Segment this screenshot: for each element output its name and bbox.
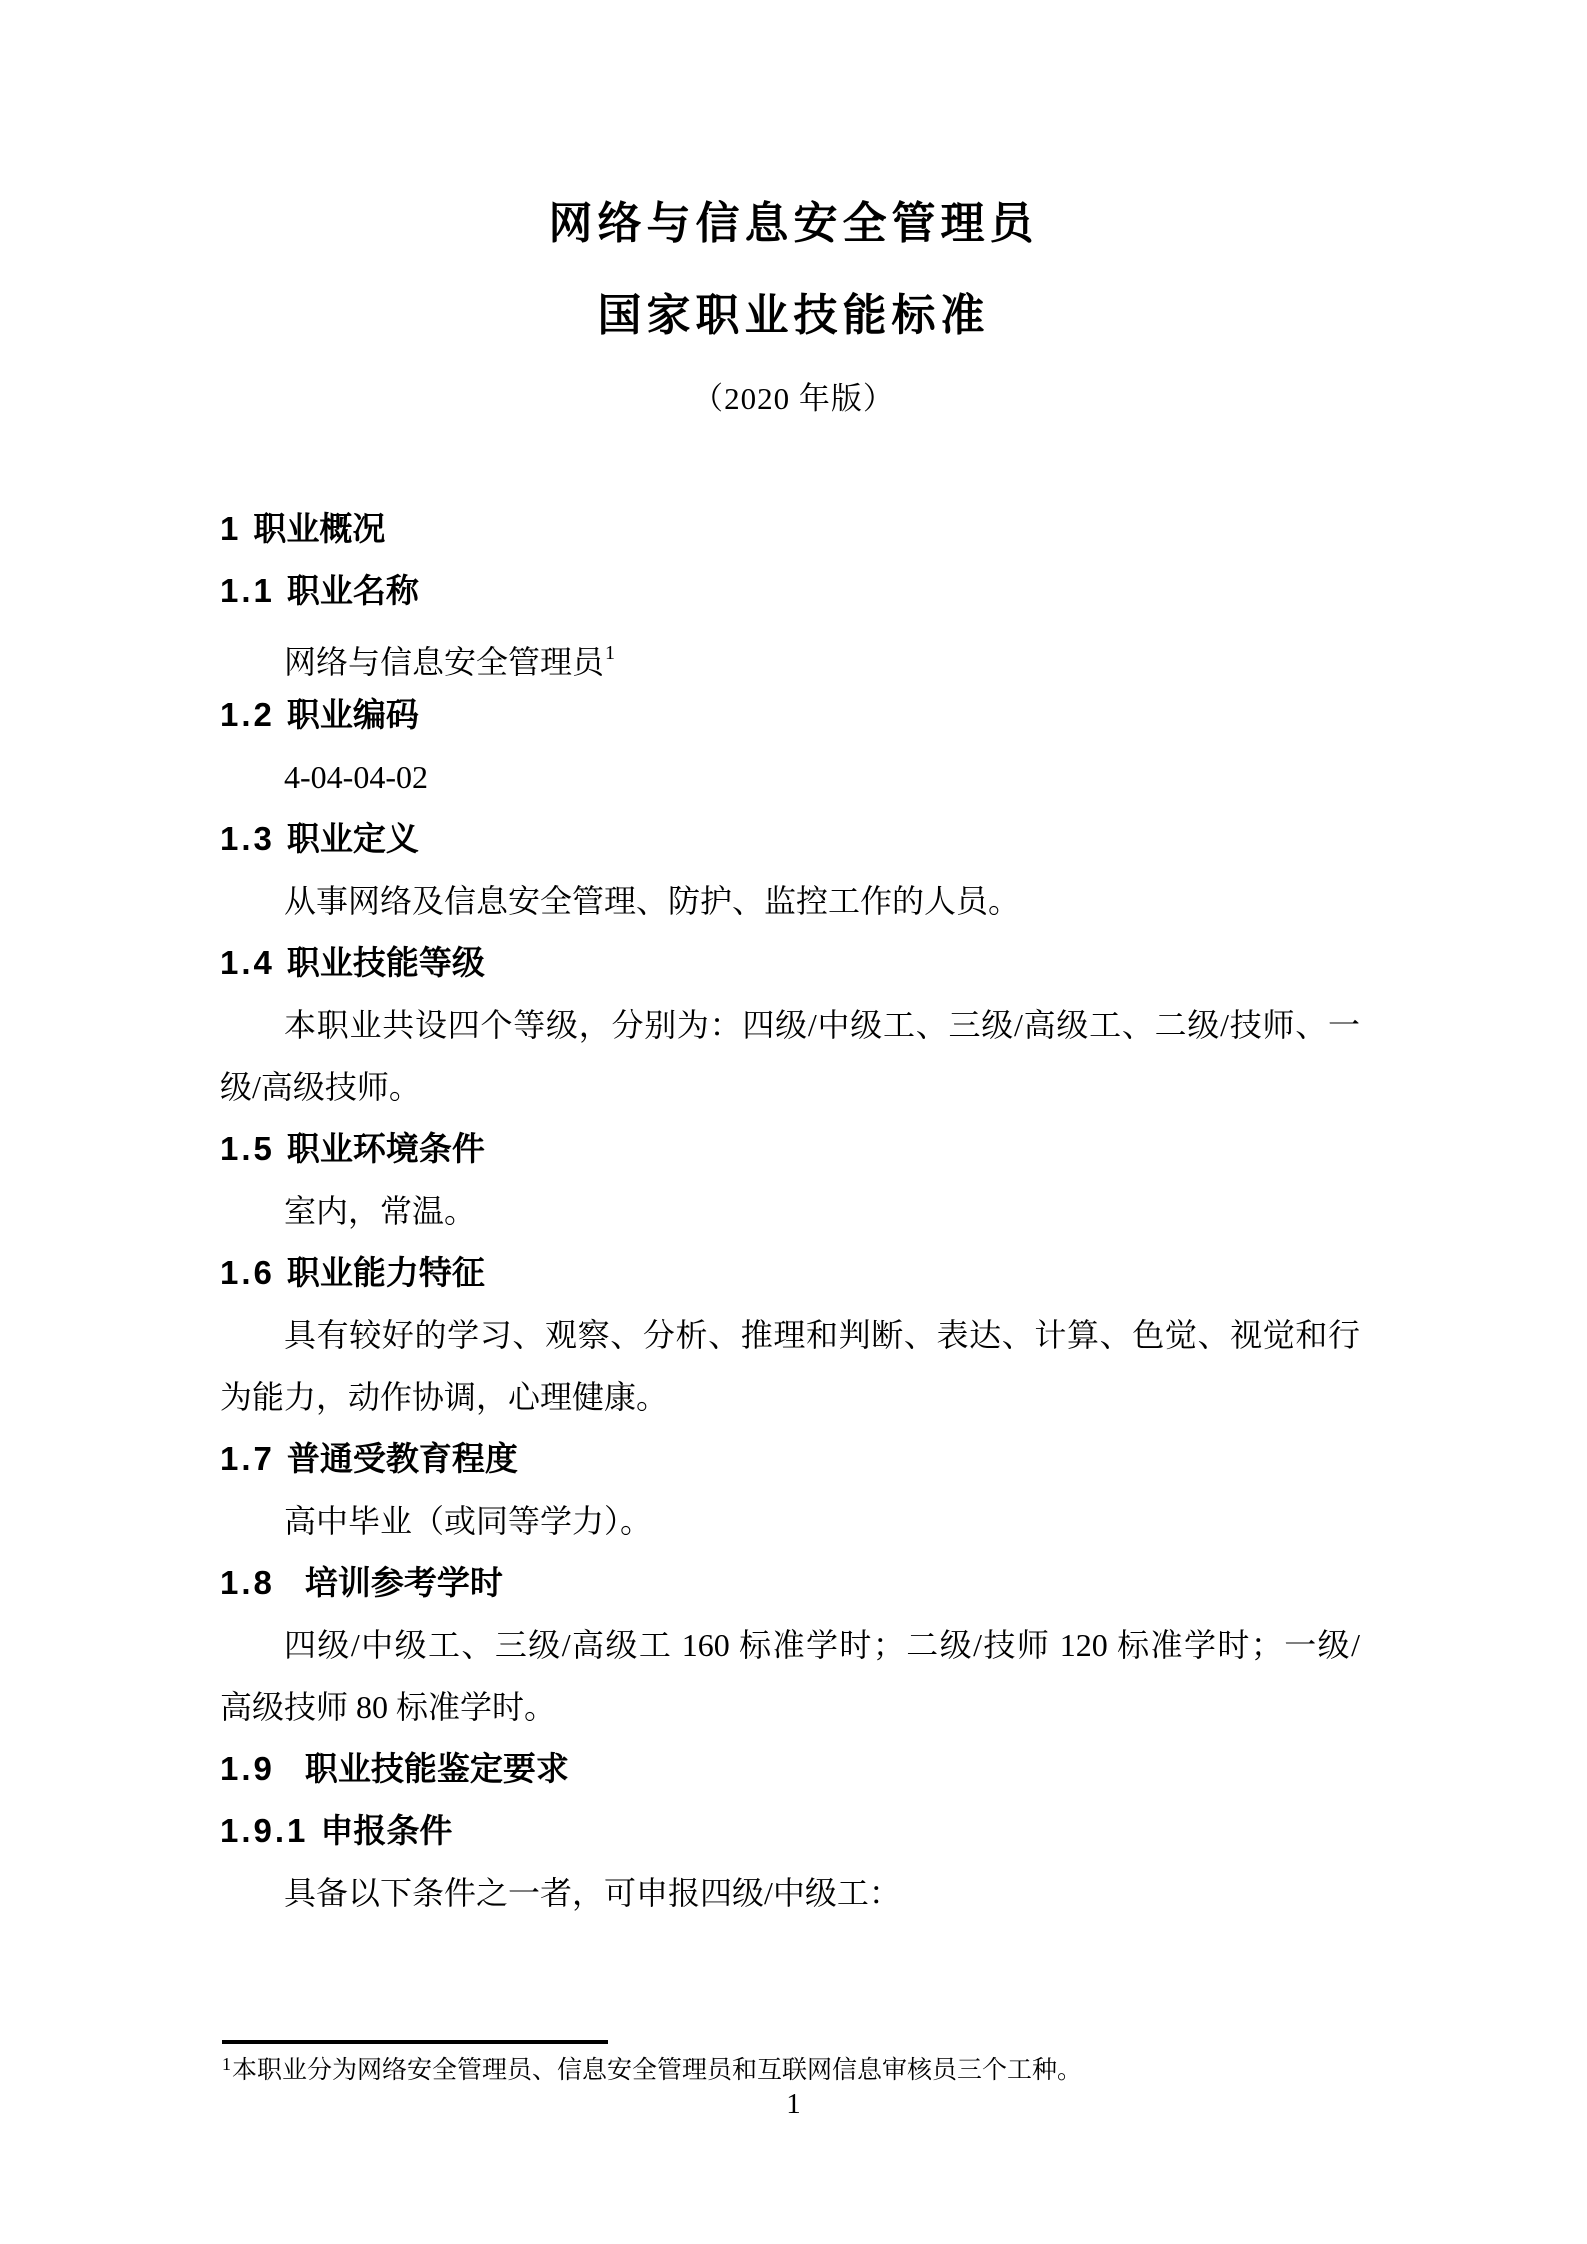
heading-1-6 <box>220 1242 485 1304</box>
paragraph-training-hours-line1: 四级/中级工、三级/高级工 160 标准学时；二级/技师 120 标准学时；一级/ <box>284 1627 1360 1663</box>
heading-number: 1.6 <box>220 1254 275 1291</box>
heading-number: 1.1 <box>220 572 275 609</box>
heading-1 <box>220 498 385 560</box>
paragraph-occupation-code: 4-04-04-02 <box>284 759 428 795</box>
heading-number: 1.2 <box>220 696 275 733</box>
paragraph-training-hours-line2: 高级技师 80 标准学时。 <box>220 1689 557 1725</box>
heading-number: 1 <box>220 510 242 547</box>
paragraph-ability-line1: 具有较好的学习、观察、分析、推理和判断、表达、计算、色觉、视觉和行 <box>284 1317 1360 1353</box>
footnote-separator <box>222 2040 608 2044</box>
heading-1-9-1 <box>220 1800 452 1862</box>
heading-1-3 <box>220 808 419 870</box>
paragraph-occupation-name <box>284 622 615 693</box>
heading-label: 职业环境条件 <box>286 1130 485 1167</box>
heading-number: 1.4 <box>220 944 275 981</box>
heading-label: 职业编码 <box>286 696 419 733</box>
footnote-reference: 1 <box>605 642 616 664</box>
heading-label: 职业技能鉴定要求 <box>304 1750 569 1787</box>
paragraph-text: 网络与信息安全管理员 <box>284 644 605 680</box>
heading-1-5 <box>220 1118 485 1180</box>
heading-label: 培训参考学时 <box>304 1564 503 1601</box>
heading-number: 1.9 <box>220 1750 275 1787</box>
heading-1-8 <box>220 1552 503 1614</box>
document-subtitle: （2020 年版） <box>692 381 895 416</box>
heading-1-1 <box>220 560 419 622</box>
heading-label: 职业概况 <box>253 510 386 547</box>
document-title-line1: 网络与信息安全管理员 <box>548 199 1039 248</box>
paragraph-skill-levels-line2: 级/高级技师。 <box>220 1069 421 1105</box>
footnote <box>222 2046 1082 2089</box>
footnote-text: 本职业分为网络安全管理员、信息安全管理员和互联网信息审核员三个工种。 <box>232 2057 1083 2084</box>
paragraph-work-environment: 室内，常温。 <box>284 1193 477 1229</box>
heading-label: 申报条件 <box>320 1812 453 1849</box>
heading-1-4 <box>220 932 485 994</box>
document-title-line2: 国家职业技能标准 <box>597 291 990 340</box>
paragraph-occupation-definition: 从事网络及信息安全管理、防护、监控工作的人员。 <box>284 883 1021 919</box>
heading-1-9 <box>220 1738 569 1800</box>
paragraph-education-level: 高中毕业（或同等学力）。 <box>284 1503 653 1539</box>
heading-label: 职业能力特征 <box>286 1254 485 1291</box>
heading-number: 1.7 <box>220 1440 275 1477</box>
heading-1-2 <box>220 684 419 746</box>
page-number: 1 <box>786 2088 801 2120</box>
heading-label: 普通受教育程度 <box>286 1440 518 1477</box>
heading-number: 1.3 <box>220 820 275 857</box>
heading-1-7 <box>220 1428 518 1490</box>
paragraph-application-conditions: 具备以下条件之一者，可申报四级/中级工： <box>284 1875 901 1911</box>
heading-number: 1.5 <box>220 1130 275 1167</box>
footnote-marker: 1 <box>222 2054 231 2074</box>
heading-number: 1.8 <box>220 1564 275 1601</box>
paragraph-skill-levels-line1: 本职业共设四个等级，分别为：四级/中级工、三级/高级工、二级/技师、一 <box>284 1007 1360 1043</box>
heading-label: 职业技能等级 <box>286 944 485 981</box>
heading-number: 1.9.1 <box>220 1812 309 1849</box>
heading-label: 职业名称 <box>286 572 419 609</box>
heading-label: 职业定义 <box>286 820 419 857</box>
paragraph-ability-line2: 为能力，动作协调，心理健康。 <box>220 1379 669 1415</box>
